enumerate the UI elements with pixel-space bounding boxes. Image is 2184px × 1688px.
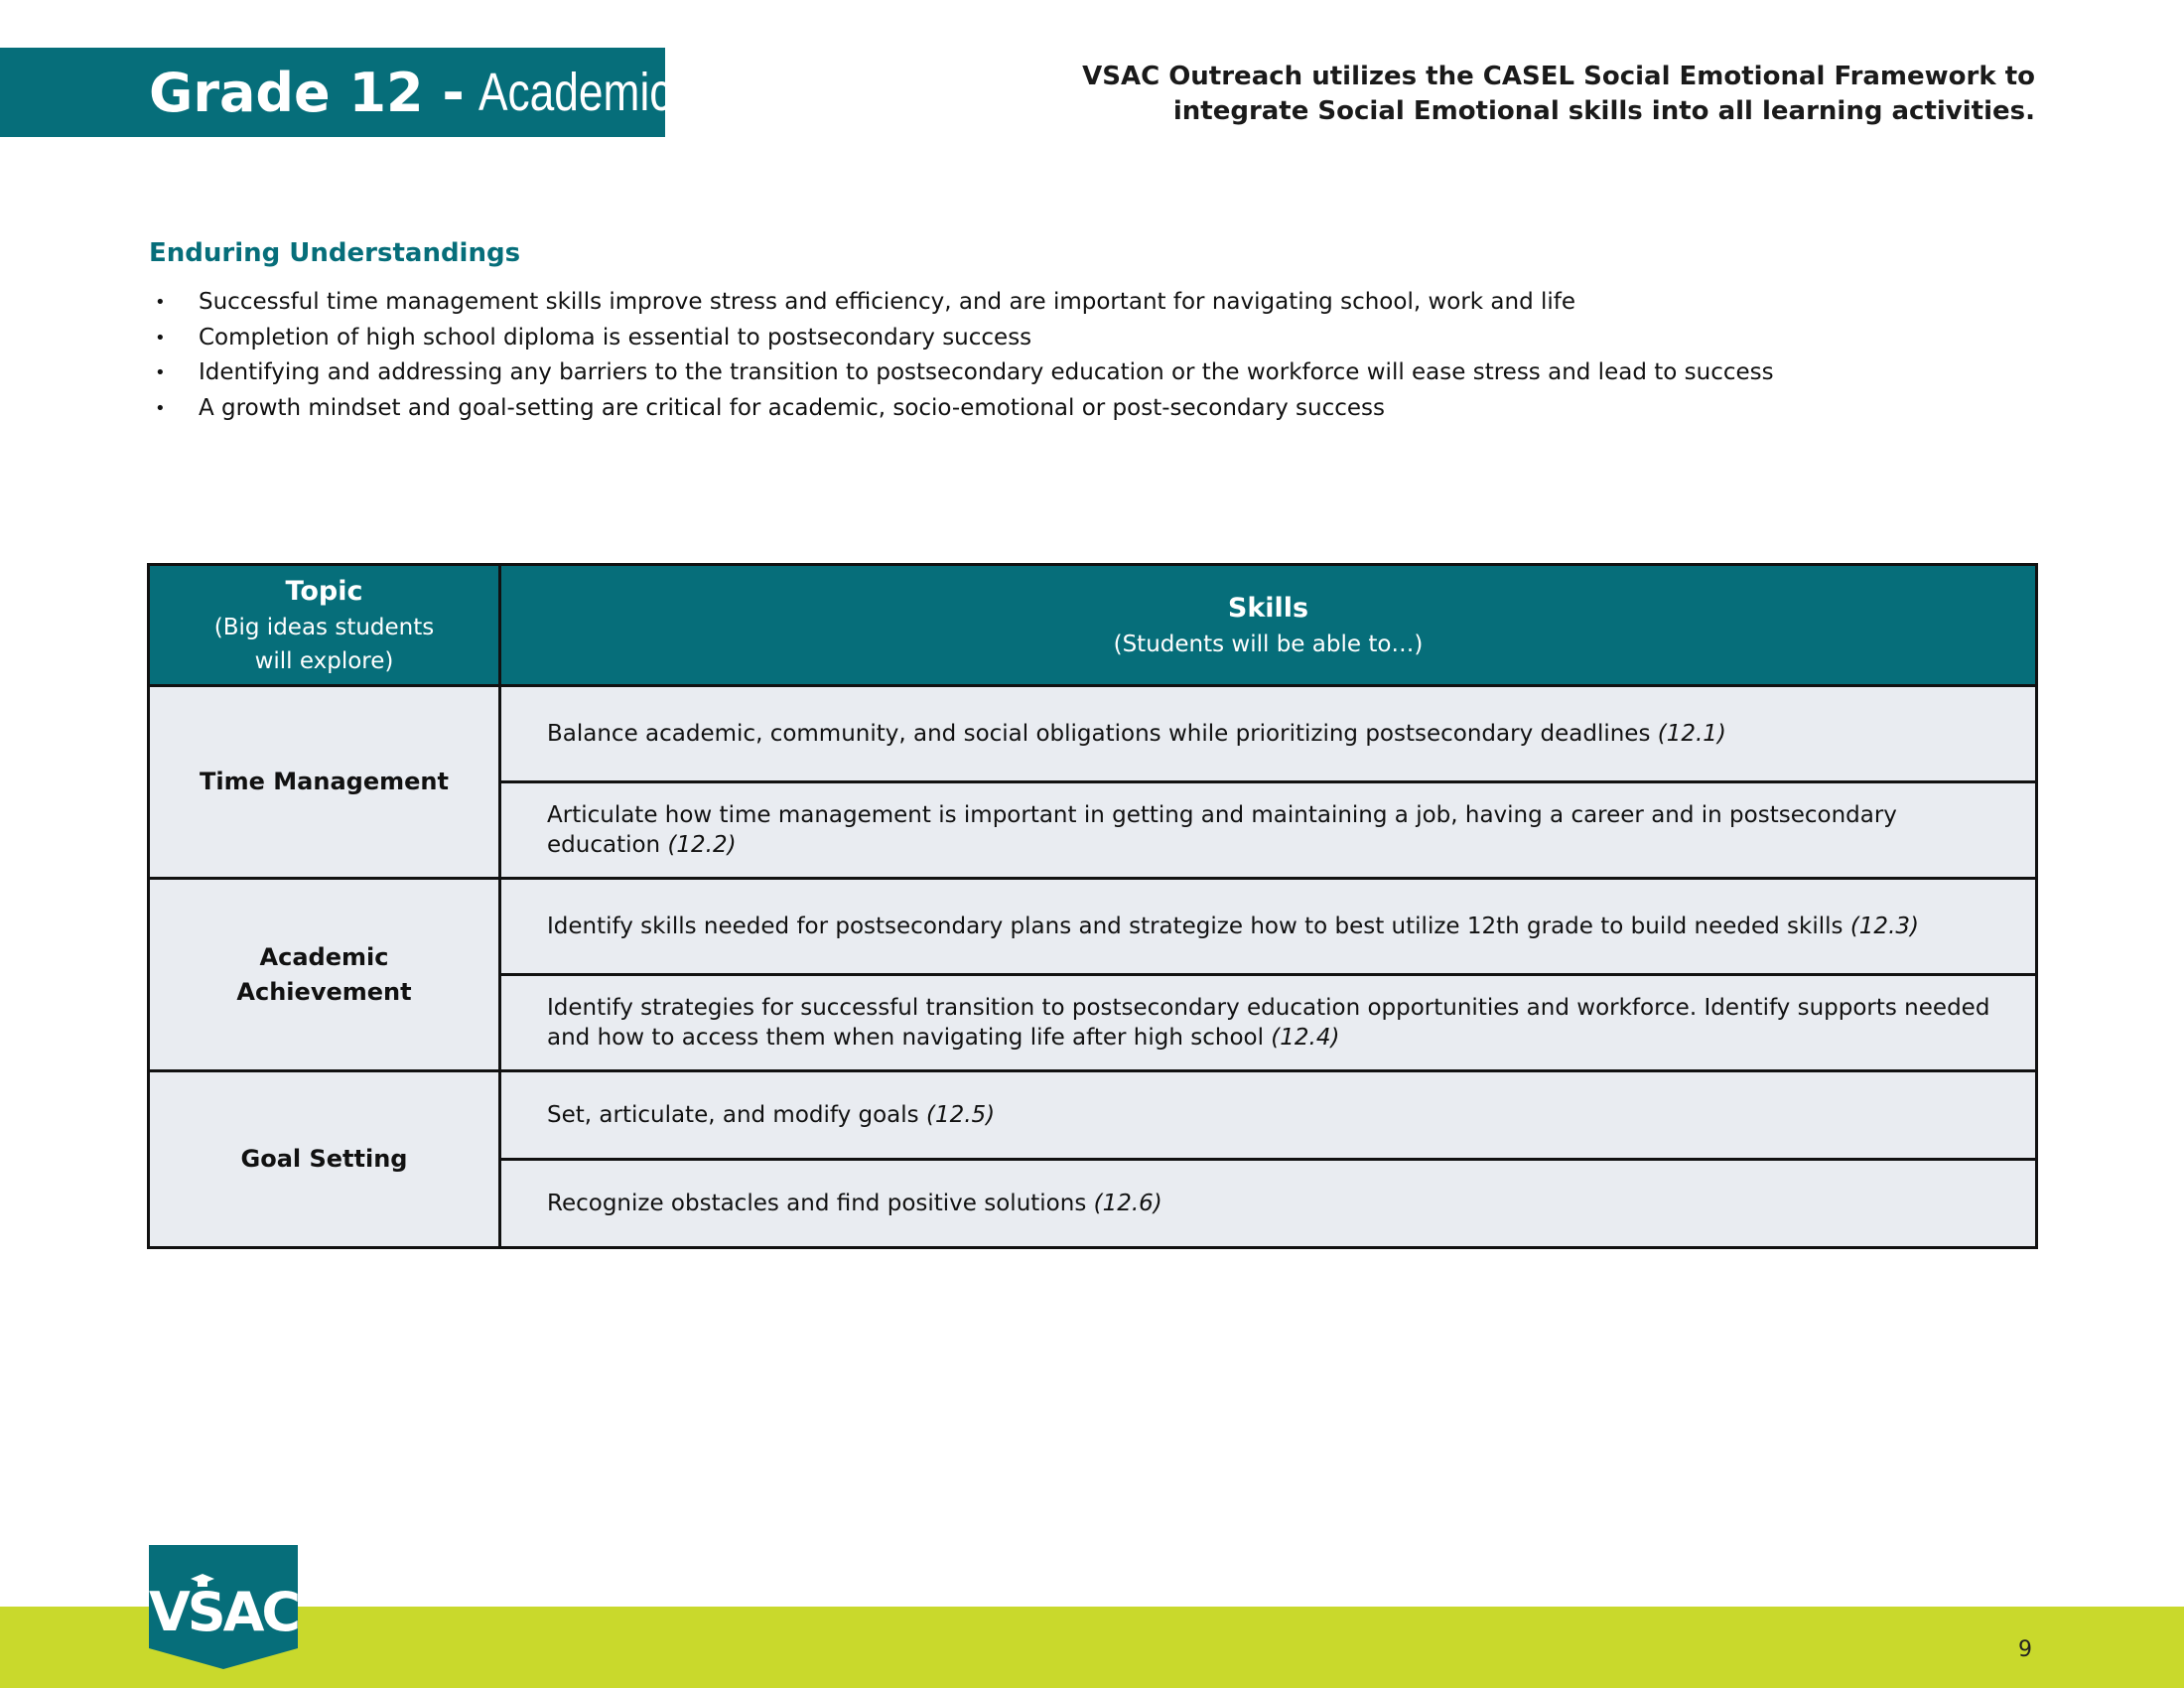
vsac-logo-text: VSAC [149, 1581, 298, 1643]
list-item [149, 321, 2035, 356]
skills-column-header [500, 565, 2037, 686]
skill-cell [500, 975, 2037, 1071]
page-title-banner [0, 48, 672, 137]
list-item [149, 285, 2035, 321]
topic-label: Goal Setting [240, 1145, 408, 1173]
skills-header-subtitle: (Students will be able to…) [1113, 631, 1424, 657]
skill-code: (12.2) [667, 832, 737, 858]
list-item-text: Successful time management skills improve stress and efficiency, and are important for navigating school, work and life [199, 289, 1576, 315]
list-item-text: Completion of high school diploma is essential to postsecondary success [199, 324, 1032, 351]
skill-cell [500, 686, 2037, 782]
list-item-text: Identifying and addressing any barriers to the transition to postsecondary education or the workforce will ease stress and lead to success [199, 359, 1774, 385]
vsac-logo [149, 1545, 298, 1669]
topic-header-title: Topic [285, 575, 363, 607]
skill-cell [500, 782, 2037, 879]
skill-text: Identify strategies for successful transition to postsecondary education opportunities and workforce. Identify supports needed and how to access them when navigating life after high school [547, 995, 1990, 1051]
casel-intro-line-1: VSAC Outreach utilizes the CASEL Social Emotional Framework to [1082, 62, 2035, 91]
skill-code: (12.5) [925, 1102, 996, 1128]
skill-text: Recognize obstacles and find positive solutions [547, 1191, 1087, 1216]
topic-label-line-2: Achievement [236, 977, 412, 1006]
skill-code: (12.1) [1657, 721, 1726, 747]
topic-label-line-1: Academic [259, 942, 389, 971]
list-item [149, 355, 2035, 391]
enduring-understandings-heading: Enduring Understandings [149, 238, 521, 268]
enduring-understandings-list [149, 285, 2035, 426]
casel-intro [1042, 60, 2035, 129]
bullet-icon: • [155, 397, 166, 419]
bullet-icon: • [155, 327, 166, 349]
table-row [149, 1071, 2037, 1160]
skill-text: Balance academic, community, and social obligations while prioritizing postsecondary deadlines [547, 721, 1651, 747]
footer-bar [0, 1607, 2184, 1688]
skill-cell [500, 1071, 2037, 1160]
casel-intro-line-2: integrate Social Emotional skills into all learning activities. [1172, 96, 2035, 126]
topic-cell-academic-achievement [149, 879, 500, 1071]
skill-code: (12.4) [1271, 1025, 1340, 1051]
topic-label: Time Management [200, 768, 449, 795]
skill-text: Set, articulate, and modify goals [547, 1102, 919, 1128]
topic-cell-goal-setting [149, 1071, 500, 1248]
skills-header-title: Skills [1227, 592, 1309, 624]
skill-cell [500, 1160, 2037, 1248]
topics-skills-table [147, 563, 2038, 1249]
list-item-text: A growth mindset and goal-setting are critical for academic, socio-emotional or post-secondary success [199, 394, 1385, 421]
skill-code: (12.6) [1093, 1191, 1162, 1216]
page-title-subject: Academic [478, 63, 672, 122]
page-title-grade: Grade 12 - [149, 61, 465, 124]
skill-text: Articulate how time management is important in getting and maintaining a job, having a career and in postsecondary education [547, 802, 1897, 858]
table-row [149, 686, 2037, 782]
list-item [149, 391, 2035, 427]
skill-cell [500, 879, 2037, 975]
page-number: 9 [2018, 1637, 2032, 1662]
skill-code: (12.3) [1849, 914, 1919, 939]
bullet-icon: • [155, 292, 166, 313]
bullet-icon: • [155, 362, 166, 383]
table-header-row [149, 565, 2037, 686]
topic-cell-time-management [149, 686, 500, 879]
topic-column-header [149, 565, 500, 686]
skill-text: Identify skills needed for postsecondary plans and strategize how to best utilize 12th grade to build needed skills [547, 914, 1843, 939]
topic-header-subtitle-line-2: will explore) [254, 647, 394, 674]
topic-header-subtitle-line-1: (Big ideas students [213, 614, 435, 640]
table-row [149, 879, 2037, 975]
